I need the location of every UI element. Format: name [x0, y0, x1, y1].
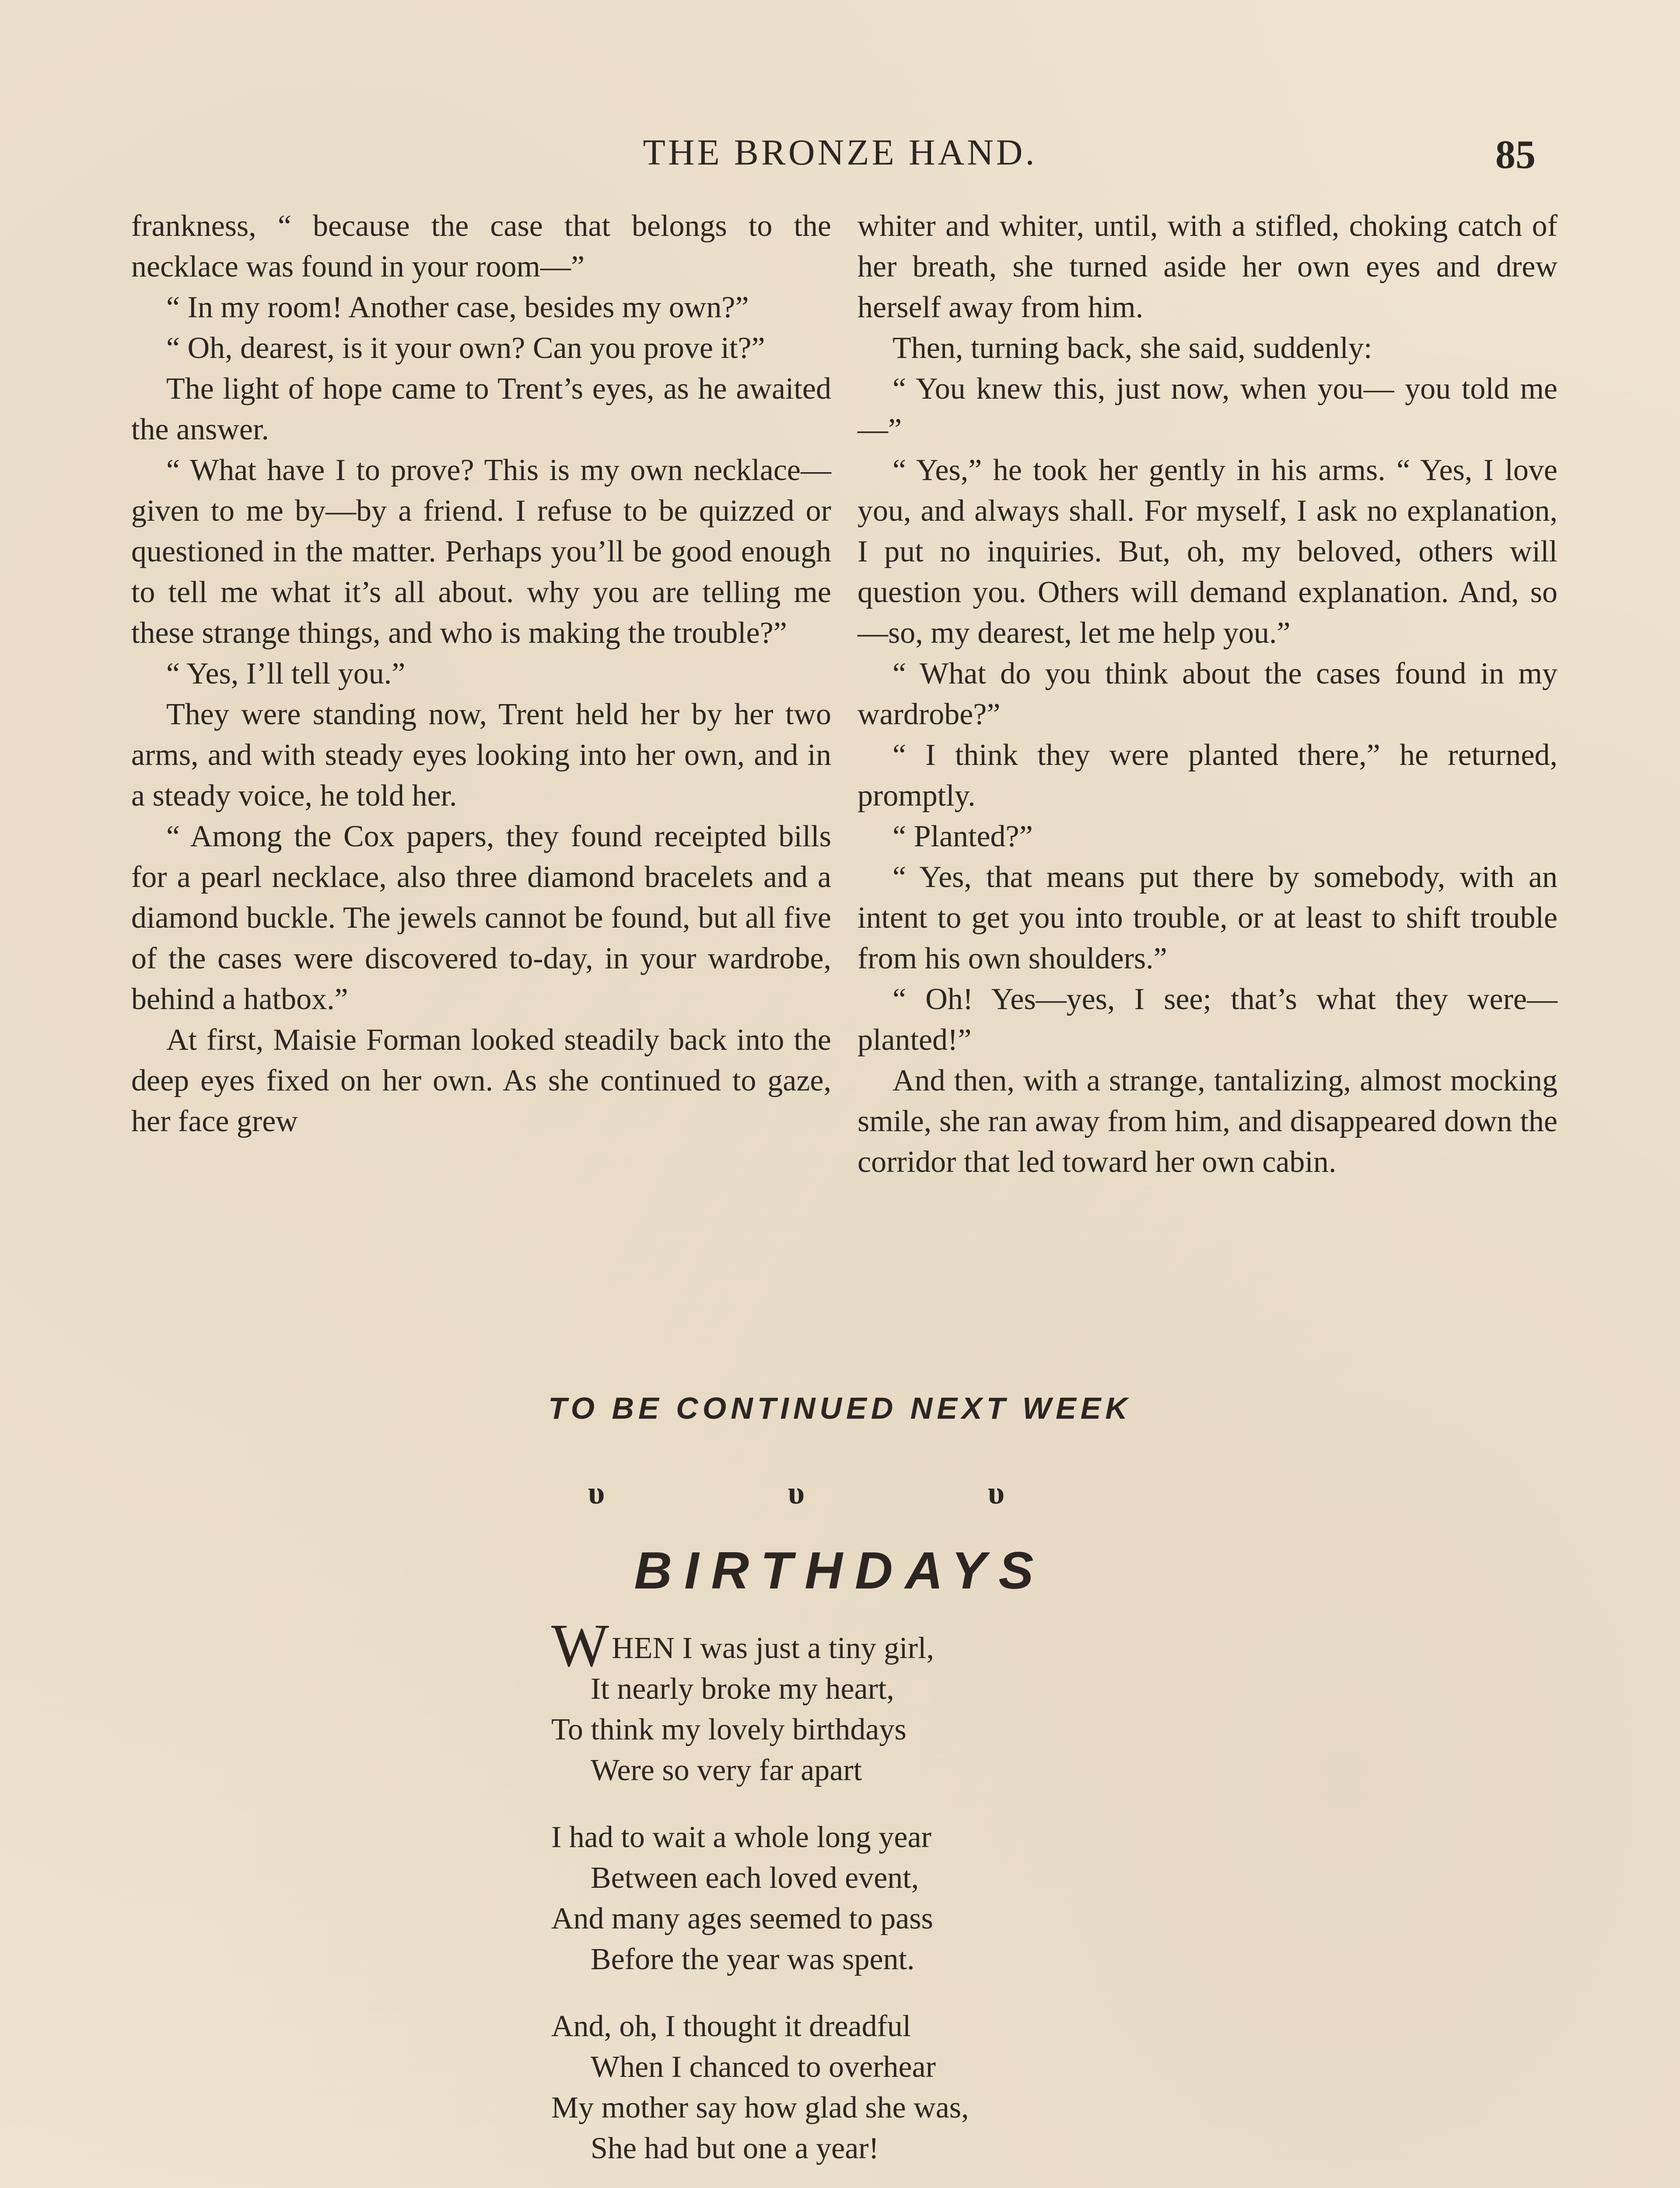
paragraph: “ Yes, that means put there by somebody, with an intent to get you into trouble, or at least to shift trouble from his own shoulders.” [858, 860, 1558, 975]
poem-line: Were so very far apart [591, 1753, 862, 1787]
poem-line: It nearly broke my heart, [591, 1672, 894, 1706]
paragraph: “ Oh, dearest, is it your own? Can you prove it?” [166, 331, 765, 365]
paragraph: “ What have I to prove? This is my own necklace—given to me by—by a friend. I refuse to be quizzed or questioned in the matter. Perhaps you’ll be good enough to tell me what it’s all about. why you are telling me these strange things, and who is making the trouble?” [131, 453, 831, 650]
poem-line: My mother say how glad she was, [551, 2091, 969, 2125]
paragraph: At first, Maisie Forman looked steadily back into the deep eyes fixed on her own. As she continued to gaze, her face grew [131, 1023, 831, 1138]
running-head: THE BRONZE HAND. [643, 132, 1037, 173]
paragraph: And then, with a strange, tantalizing, almost mocking smile, she ran away from him, and disappeared down the corridor that led toward her own cabin. [858, 1064, 1558, 1179]
poem-line: Before the year was spent. [591, 1943, 915, 1976]
drop-cap: W [551, 1612, 609, 1680]
paragraph: “ Yes, I’ll tell you.” [166, 657, 406, 691]
paragraph: Then, turning back, she said, suddenly: [892, 331, 1372, 365]
paragraph: They were standing now, Trent held her by her two arms, and with steady eyes looking into her own, and in a steady voice, he told her. [131, 698, 831, 813]
poem-stanza [551, 1612, 1251, 1791]
page-number: 85 [1495, 132, 1536, 177]
paragraph: whiter and whiter, until, with a stifled, choking catch of her breath, she turned aside her own eyes and drew herself away from him. [858, 209, 1558, 324]
paragraph: “ Oh! Yes—yes, I see; that’s what they were—planted!” [858, 982, 1558, 1057]
story-column-right [858, 206, 1558, 1182]
ornament-divider: υ υ υ [588, 1475, 1092, 1511]
poem-line: Between each loved event, [591, 1861, 919, 1895]
page-header [0, 131, 1680, 179]
poem-stanza [551, 1817, 1251, 1980]
continued-notice: TO BE CONTINUED NEXT WEEK [548, 1391, 1132, 1425]
paragraph: frankness, “ because the case that belongs to the necklace was found in your room—” [131, 209, 831, 284]
paragraph: The light of hope came to Trent’s eyes, as he awaited the answer. [131, 372, 831, 446]
poem-title: BIRTHDAYS [634, 1541, 1046, 1600]
paragraph: “ In my room! Another case, besides my own?” [166, 291, 749, 324]
poem-line: To think my lovely birthdays [551, 1713, 906, 1746]
poem-line: I had to wait a whole long year [551, 1820, 931, 1854]
paragraph: “ What do you think about the cases found in my wardrobe?” [858, 657, 1558, 731]
story-column-left [131, 206, 831, 1142]
poem-line: And, oh, I thought it dreadful [551, 2009, 911, 2043]
poem-line: HEN I was just a tiny girl, [612, 1631, 934, 1665]
poem [551, 1612, 1251, 2188]
paragraph: “ Yes,” he took her gently in his arms. “ Yes, I love you, and always shall. For myself, I ask no explanation, I put no inquiries. But, oh, my beloved, others will question you. Others will demand explanation. And, so—so, my dearest, let me help you.” [858, 453, 1558, 650]
poem-line: And many ages seemed to pass [551, 1902, 933, 1936]
paragraph: “ I think they were planted there,” he returned, promptly. [858, 738, 1558, 813]
paragraph: “ Planted?” [892, 820, 1033, 853]
poem-line: When I chanced to overhear [591, 2050, 936, 2084]
poem-stanza [551, 2006, 1251, 2169]
paragraph: “ You knew this, just now, when you— you told me—” [858, 372, 1558, 446]
paragraph: “ Among the Cox papers, they found receipted bills for a pearl necklace, also three diamond bracelets and a diamond buckle. The jewels cannot be found, but all five of the cases were discovered to-day, in your wardrobe, behind a hatbox.” [131, 820, 831, 1016]
poem-line: She had but one a year! [591, 2132, 879, 2165]
